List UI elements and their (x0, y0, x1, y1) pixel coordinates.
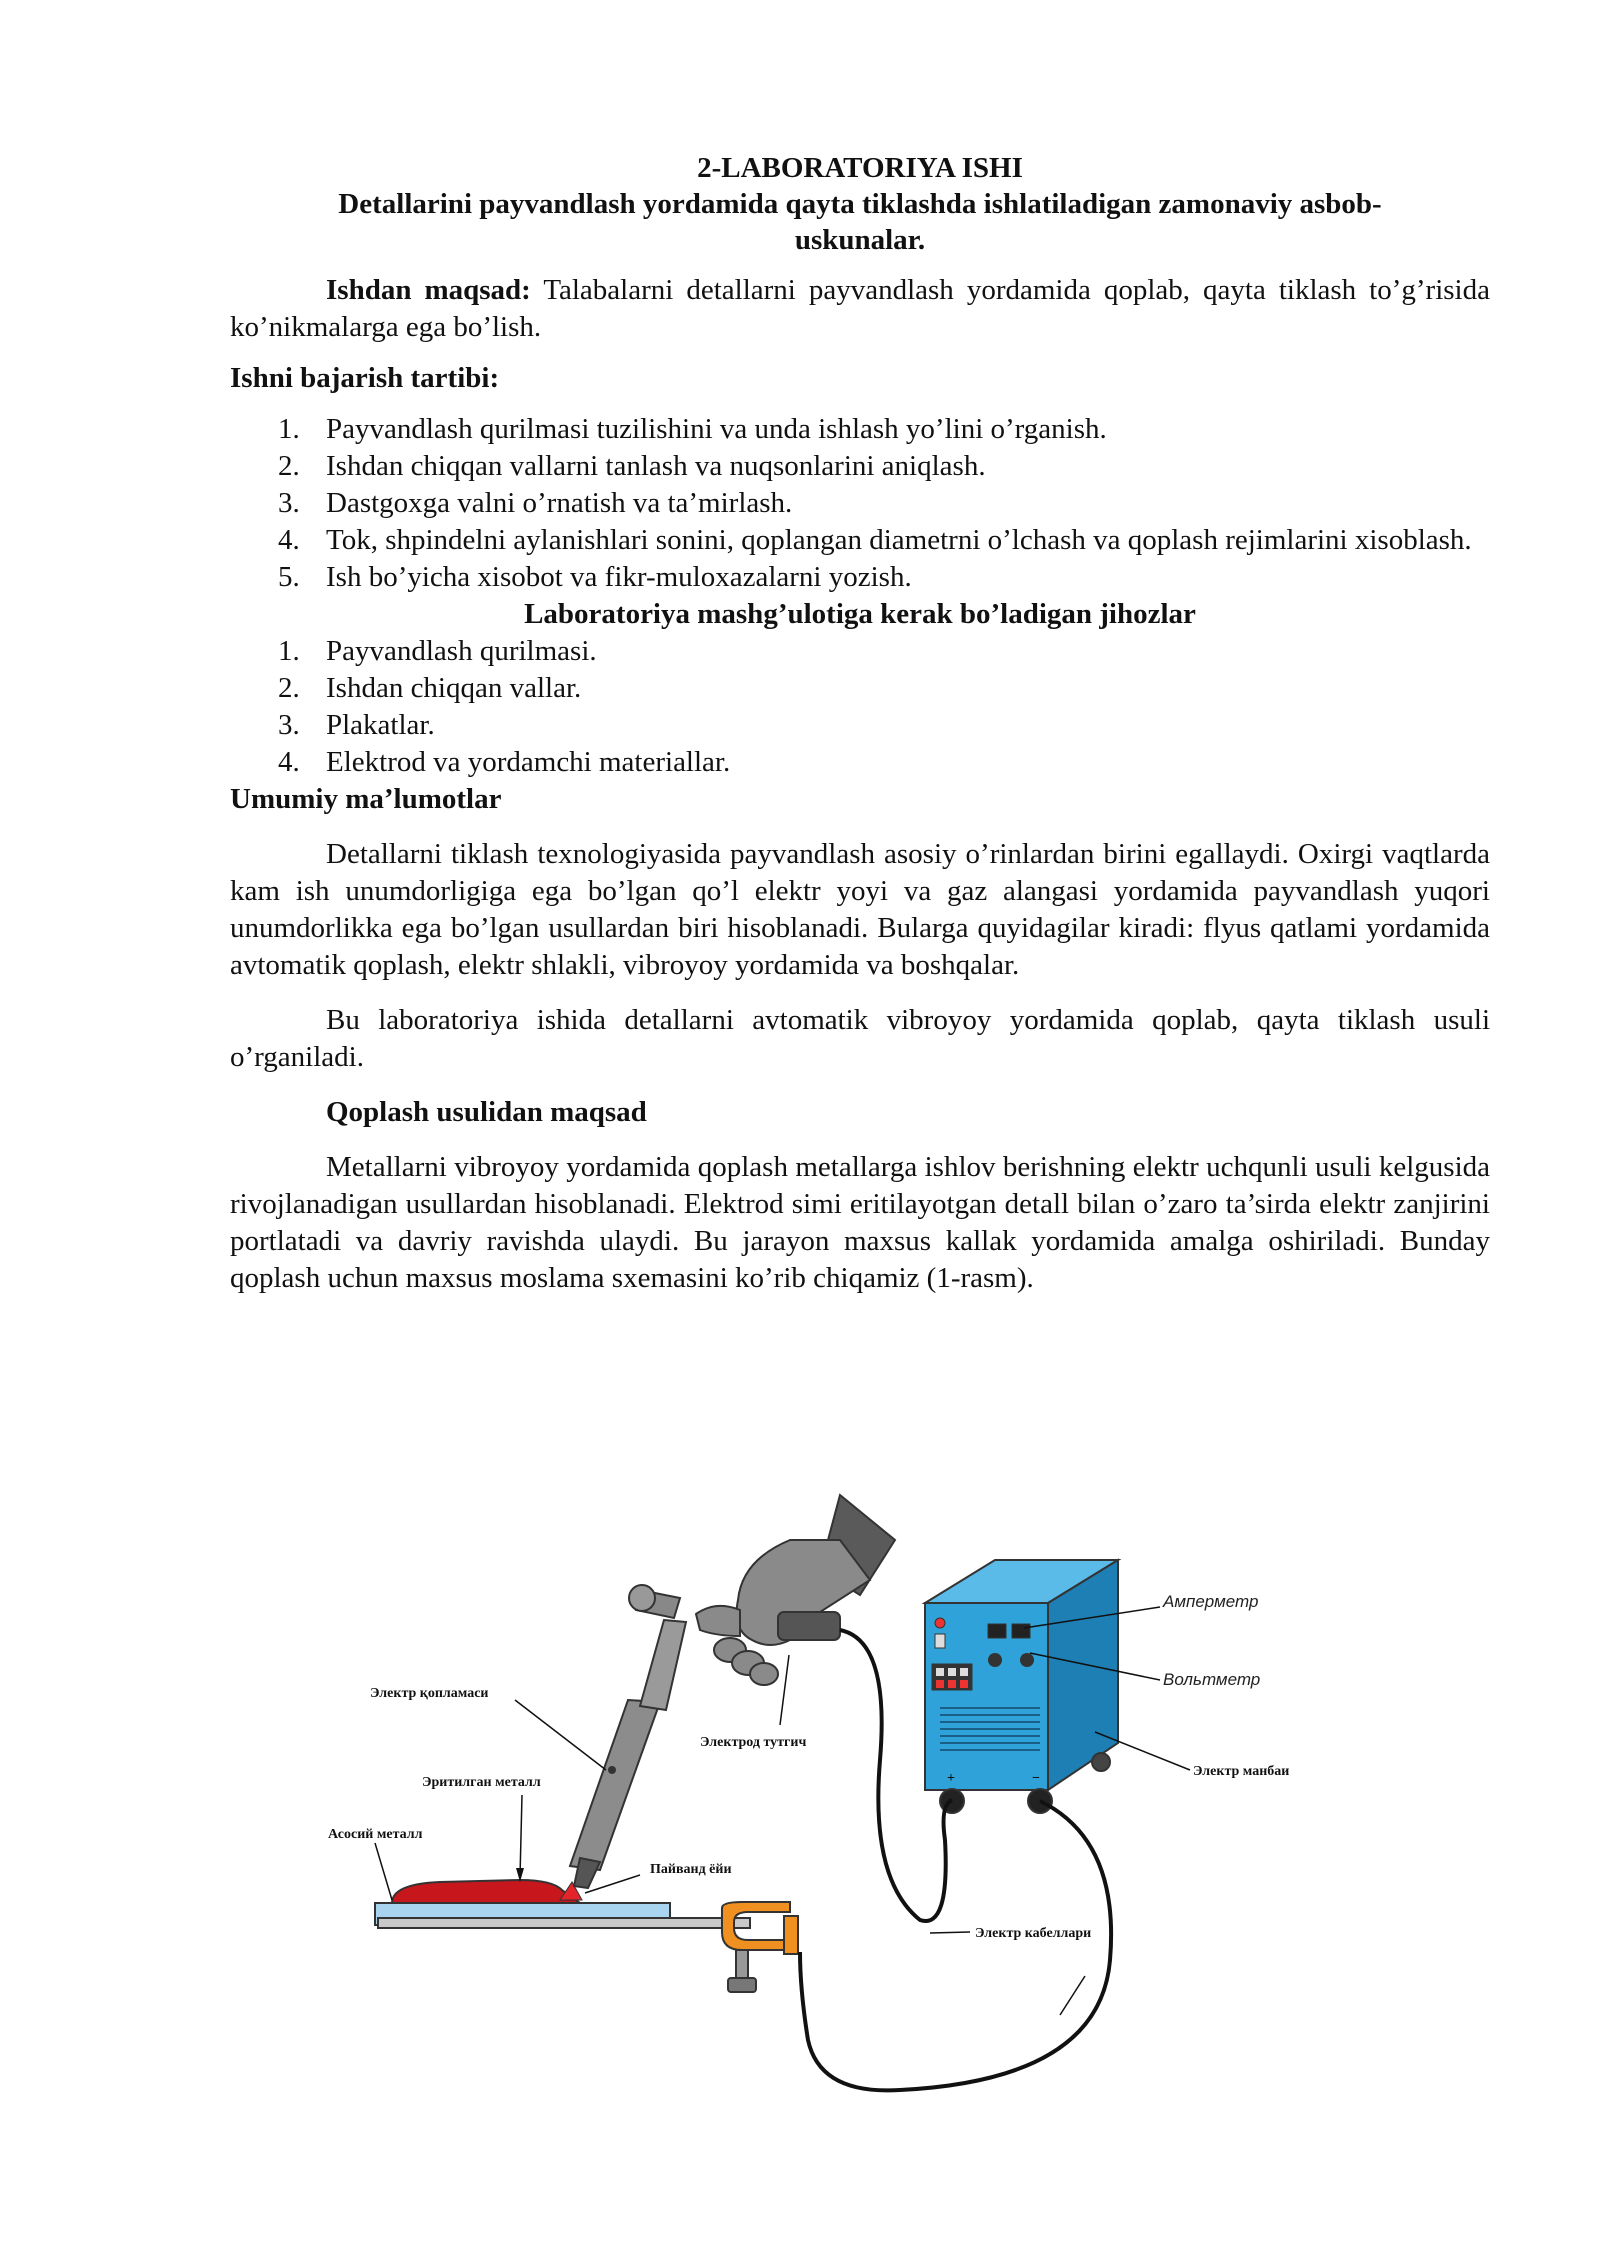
list-item: 2. Ishdan chiqqan vallar. (278, 672, 582, 704)
coating-label: Электр қопламаси (370, 1686, 489, 1701)
list-item: 2. Ishdan chiqqan vallarni tanlash va nuqsonlarini aniqlash. (278, 450, 986, 482)
cable-ground (800, 1801, 1111, 2090)
list-item: 1. Payvandlash qurilmasi tuzilishini va unda ishlash yo’lini o’rganish. (278, 413, 1107, 445)
plate-arm (378, 1918, 750, 1928)
list-item: 4. Tok, shpindelni aylanishlari sonini, qoplangan diametrni o’lchash va qoplash rejimlarini xisoblash. (278, 524, 1472, 556)
welder-glove (696, 1495, 895, 1685)
goal-text: Talabalarni detallarni payvandlash yordamida qoplab, qayta tiklash to’g’risida ko’nikmalarga ega bo’lish. (230, 274, 1490, 343)
cables-label: Электр кабеллари (975, 1926, 1092, 1941)
electrode-holder-label: Электрод тутгич (700, 1735, 807, 1750)
lab-subtitle-line2: uskunalar. (794, 224, 926, 256)
list-item: 5. Ish bo’yicha xisobot va fikr-muloxazalarni yozish. (278, 561, 912, 593)
minus-terminal-label: − (1032, 1771, 1040, 1786)
base-metal-label: Асосий металл (328, 1827, 423, 1842)
molten-metal (392, 1880, 580, 1903)
list-item: 4. Elektrod va yordamchi materiallar. (278, 746, 731, 778)
plus-terminal-label: + (947, 1771, 955, 1786)
weld-seam-label: Пайванд ёйи (650, 1862, 732, 1877)
electrode-holder (570, 1585, 686, 1888)
purpose-paragraph: Metallarni vibroyoy yordamida qoplash metallarga ishlov berishning elektr uchqunli usuli kelgusida rivojlanadigan usullardan hisoblanadi. Elektrod simi eritilayotgan detall bilan o’zaro ta’sirda elektr zanjirini portlatadi va davriy ravishda ulaydi. Bu jarayon maxsus kallak yordamida amalga oshiriladi. Bunday qoplash uchun maxsus moslama sxemasini ko’rib chiqamiz (1-rasm). (230, 1151, 1490, 1294)
list-item: 3. Plakatlar. (278, 709, 435, 741)
equipment-title: Laboratoriya mashg’ulotiga kerak bo’ladigan jihozlar (524, 598, 1196, 630)
voltmeter-label: Вольтметр (1163, 1670, 1261, 1689)
general-paragraph-2: Bu laboratoriya ishida detallarni avtomatik vibroyoy yordamida qoplab, qayta tiklash usuli o’rganiladi. (230, 1004, 1490, 1073)
list-item: 1. Payvandlash qurilmasi. (278, 635, 597, 667)
lab-title: 2-LABORATORIYA ISHI (697, 152, 1023, 184)
lab-subtitle-line1: Detallarini payvandlash yordamida qayta tiklashda ishlatiladigan zamonaviy asbob- (338, 188, 1382, 220)
general-title: Umumiy ma’lumotlar (230, 783, 502, 815)
clamp (722, 1902, 798, 1992)
list-item: 3. Dastgoxga valni o’rnatish va ta’mirlash. (278, 487, 793, 519)
purpose-title: Qoplash usulidan maqsad (326, 1096, 647, 1128)
general-paragraph-1: Detallarni tiklash texnologiyasida payvandlash asosiy o’rinlardan birini egallaydi. Oxirgi vaqtlarda kam ish unumdorligiga ega bo’lgan qo’l elektr yoyi va gaz alangasi yordamida payvandlash yuqori unumdorlikka ega bo’lgan usullardan biri hisoblanadi. Bularga quyidagilar kiradi: flyus qatlami yordamida avtomatik qoplash, elektr shlakli, vibroyoy yordamida va boshqalar. (230, 838, 1490, 981)
procedure-title: Ishni bajarish tartibi: (230, 362, 500, 394)
molten-metal-label: Эритилган металл (422, 1775, 541, 1790)
goal-label: Ishdan maqsad: (326, 274, 531, 306)
ammeter-label: Амперметр (1163, 1592, 1259, 1611)
power-source-label: Электр манбаи (1193, 1764, 1290, 1779)
